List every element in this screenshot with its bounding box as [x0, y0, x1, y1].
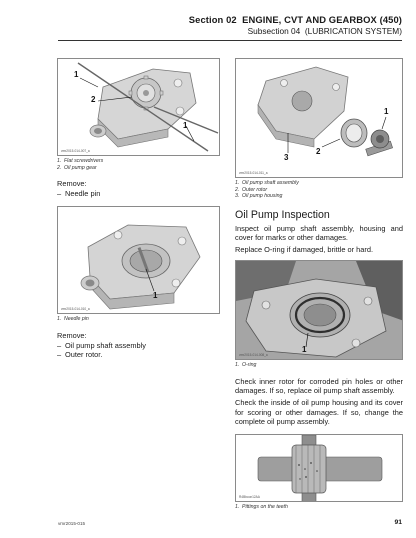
figure-code: R4Bbcon12AA	[239, 495, 260, 499]
list-item: – Needle pin	[57, 188, 101, 198]
figure-code: vmr2015-014-007_a	[61, 149, 90, 153]
callout-2: 2	[316, 147, 321, 156]
legend-item: 1. Flat screwdrivers	[57, 158, 104, 164]
remove-needle-pin: Remove: – Needle pin	[57, 179, 220, 198]
callout-1: 1	[74, 70, 79, 79]
callout-2: 2	[91, 95, 96, 104]
left-column	[57, 58, 220, 360]
paragraph: Check inner rotor for corroded pin holes or other damages. If so, replace oil pump shaft assembly.	[235, 376, 403, 396]
figure-legend	[235, 504, 403, 511]
right-column	[235, 58, 403, 511]
pump-components-illustration	[236, 59, 403, 178]
figure-legend	[235, 362, 403, 369]
legend-item: 3. Oil pump housing	[235, 193, 283, 200]
figure-pump-components	[235, 58, 403, 178]
figure-code: vmr2015-014-011_a	[239, 171, 268, 175]
callout-3: 3	[284, 153, 289, 162]
figure-legend	[57, 158, 220, 171]
paragraph: Replace O-ring if damaged, brittle or hard.	[235, 245, 374, 255]
legend-item: 1. Pittings on the teeth	[235, 504, 288, 510]
paragraph: Check the inside of oil pump housing and its cover for scoring or other damages. If so, change the complete oil pump assembly.	[235, 398, 403, 426]
section-heading: Oil Pump Inspection	[235, 208, 330, 221]
list-item: – Oil pump shaft assembly	[57, 340, 146, 350]
legend-item: 2. Oil pump gear	[57, 164, 97, 171]
needle-pin-illustration	[58, 207, 220, 314]
figure-legend	[235, 180, 403, 200]
page-number: 91	[394, 519, 402, 526]
list-item: – Outer rotor.	[57, 350, 103, 360]
figure-needle-pin	[57, 206, 220, 314]
callout-1-second: 1	[183, 121, 188, 130]
page-header	[189, 14, 402, 36]
figure-oil-pump-gear	[57, 58, 220, 156]
remove-shaft-rotor: Remove: – Oil pump shaft assembly – Outer rotor.	[57, 331, 220, 360]
figure-o-ring	[235, 260, 403, 360]
callout-1: 1	[384, 107, 389, 116]
figure-code: vmr2015-014-008_a	[239, 353, 268, 358]
legend-item: 1. O-ring	[235, 362, 257, 369]
legend-item: 2. Outer rotor	[235, 186, 268, 193]
subsection-title: Subsection 04 (LUBRICATION SYSTEM)	[247, 26, 402, 36]
oil-pump-gear-illustration	[58, 59, 220, 156]
callout-1: 1	[153, 291, 158, 301]
o-ring-photo	[236, 261, 403, 360]
legend-item: 1. Needle pin	[57, 316, 89, 323]
footer-code: vmr2015-015	[58, 521, 86, 526]
paragraph: Inspect oil pump shaft assembly, housing and cover for marks or other damages.	[235, 223, 403, 242]
figure-legend	[57, 316, 220, 323]
section-title: Section 02 ENGINE, CVT AND GEARBOX (450)	[188, 14, 402, 25]
legend-item: 1. Oil pump shaft assembly	[235, 180, 299, 186]
figure-pittings	[235, 434, 403, 502]
pittings-illustration	[236, 435, 403, 502]
figure-code: vmr2015-014-010_a	[61, 307, 90, 312]
callout-1: 1	[302, 345, 307, 355]
header-divider	[58, 40, 402, 41]
